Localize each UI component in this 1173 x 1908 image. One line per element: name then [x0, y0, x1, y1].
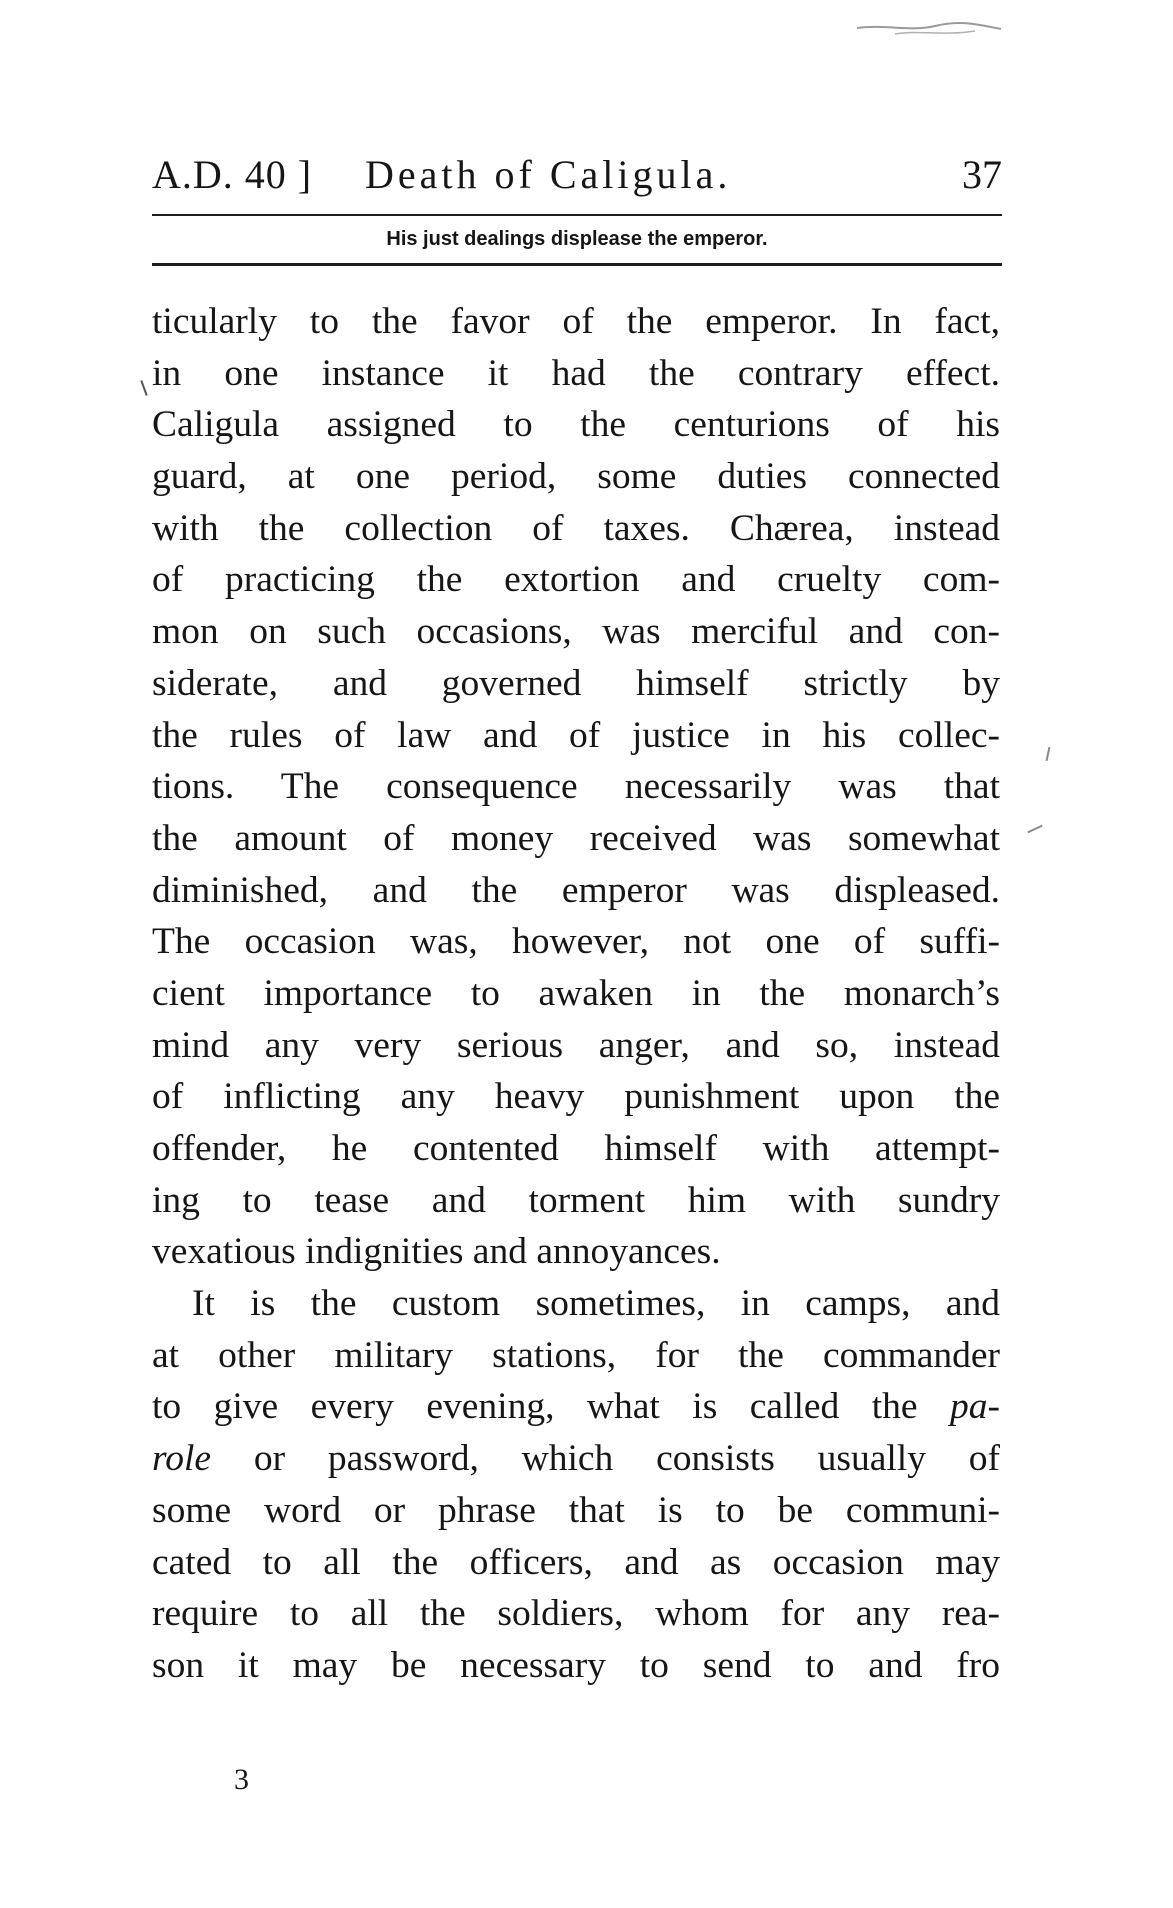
running-head-title: Death of Caligula.: [365, 152, 732, 197]
header-rule-top: [152, 214, 1002, 216]
text-run: or password, which consists usually of: [253, 1438, 1001, 1480]
text-line: some word or phrase that is to be communi-: [152, 1489, 1000, 1531]
scan-mark: [140, 380, 147, 396]
text-line: require to all the soldiers, whom for any rea-: [152, 1593, 1000, 1635]
text-line: diminished, and the emperor was displeased.: [152, 869, 1000, 911]
text-line: the amount of money received was somewhat: [152, 817, 1000, 859]
text-line: of inflicting any heavy punishment upon the: [152, 1076, 1000, 1118]
signature-mark: 3: [234, 1763, 249, 1796]
text-line: offender, he contented himself with attempt-: [152, 1128, 1000, 1169]
page-number: 37: [962, 152, 1002, 197]
scan-mark: [1027, 825, 1042, 834]
text-run: to give every evening, what is called the: [152, 1386, 918, 1428]
scan-mark: [1046, 747, 1051, 761]
text-line: with the collection of taxes. Chærea, instead: [152, 507, 1000, 549]
text-line: cated to all the officers, and as occasion may: [152, 1541, 1000, 1583]
italic-word: role: [152, 1438, 212, 1480]
scan-smudge: [855, 20, 1005, 44]
text-line: mind any very serious anger, and so, instead: [152, 1024, 1000, 1066]
text-line: of practicing the extortion and cruelty com-: [152, 559, 1000, 601]
text-line-parole-1: [152, 1381, 1000, 1433]
text-line: siderate, and governed himself strictly by: [152, 662, 1000, 704]
text-line: cient importance to awaken in the monarch’s: [152, 972, 1000, 1014]
body-text: [152, 296, 1000, 1692]
text-line: ticularly to the favor of the emperor. In fact,: [152, 301, 1000, 342]
text-line: at other military stations, for the commander: [152, 1334, 1000, 1376]
text-line: Caligula assigned to the centurions of his: [152, 404, 1000, 446]
running-head-date: A.D. 40 ]: [152, 152, 313, 197]
italic-word: pa-: [950, 1386, 1000, 1428]
text-line-parole-2: [152, 1433, 1000, 1485]
running-head: [152, 150, 1004, 200]
text-line: vexatious indignities and annoyances.: [152, 1231, 721, 1273]
text-line: The occasion was, however, not one of suffi-: [152, 921, 1000, 963]
text-line: ing to tease and torment him with sundry: [152, 1179, 1000, 1221]
section-subheading: His just dealings displease the emperor.: [386, 228, 768, 250]
text-line: in one instance it had the contrary effect.: [152, 352, 1000, 394]
text-line: It is the custom sometimes, in camps, and: [192, 1283, 1000, 1325]
text-line: mon on such occasions, was merciful and con-: [152, 611, 1000, 653]
text-line: tions. The consequence necessarily was that: [152, 766, 1000, 808]
text-line: guard, at one period, some duties connected: [152, 456, 1000, 498]
text-line: son it may be necessary to send to and fro: [152, 1644, 1000, 1686]
text-line: the rules of law and of justice in his collec-: [152, 714, 1000, 756]
header-rule-bottom: [152, 263, 1002, 266]
